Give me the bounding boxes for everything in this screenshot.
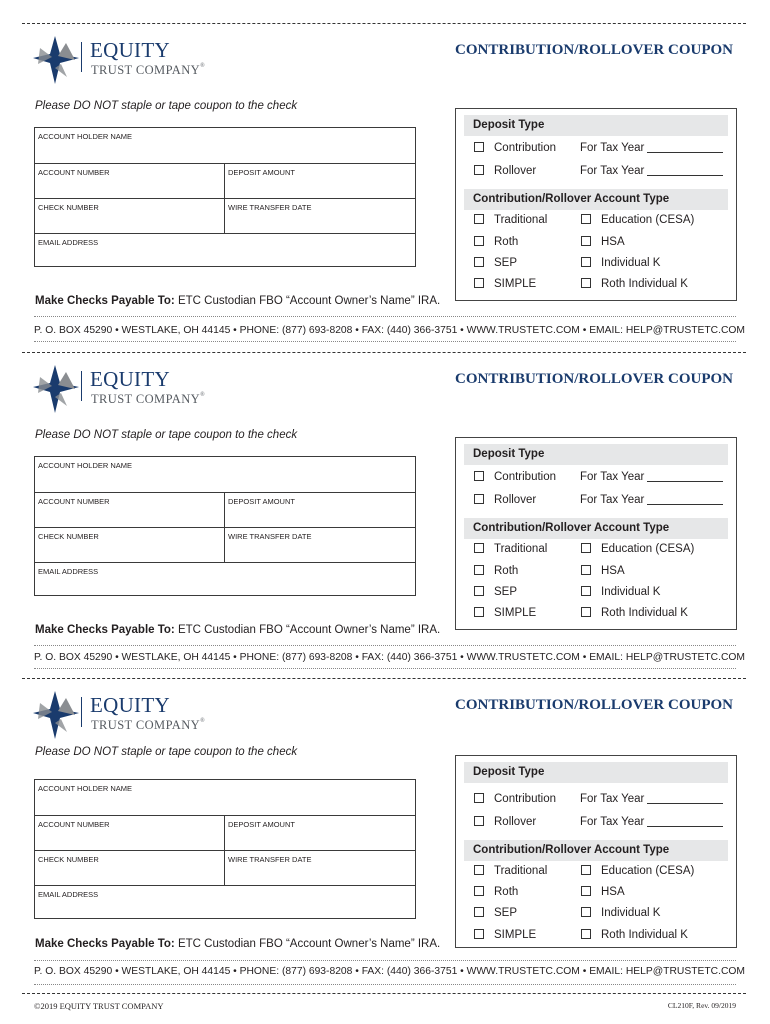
contact-address: P. O. BOX 45290 • WESTLAKE, OH 44145 • PHONE: (877) 693-8208 • FAX: (440) 366-3751 • WWW.TRUSTETC.COM • EMAIL: HELP@TRUSTETC.COM — [34, 325, 745, 336]
company-logo — [31, 34, 211, 86]
staple-warning: Please DO NOT staple or tape coupon to the check — [35, 746, 298, 758]
divider — [34, 960, 736, 961]
field-label: EMAIL ADDRESS — [38, 238, 99, 247]
account-form — [34, 456, 416, 596]
coupon-1 — [0, 0, 770, 320]
email-address-field[interactable] — [35, 233, 415, 268]
contribution-tax-year-field[interactable]: For Tax Year — [580, 793, 723, 805]
logo-wordmark: EQUITY — [90, 367, 170, 391]
divider — [34, 645, 736, 646]
checkbox-icon — [474, 257, 484, 267]
rollover-checkbox[interactable]: Rollover — [474, 165, 536, 177]
star-logo-icon — [31, 34, 81, 86]
logo-divider — [81, 42, 82, 72]
individual-k-checkbox[interactable]: Individual K — [581, 586, 660, 598]
checkbox-icon — [581, 278, 591, 288]
checkbox-icon — [581, 586, 591, 596]
coupon-title: CONTRIBUTION/ROLLOVER COUPON — [455, 697, 733, 713]
account-type-header: Contribution/Rollover Account Type — [464, 840, 728, 861]
checkbox-icon — [474, 907, 484, 917]
traditional-checkbox[interactable]: Traditional — [474, 214, 547, 226]
star-logo-icon — [31, 363, 81, 415]
hsa-checkbox[interactable]: HSA — [581, 886, 625, 898]
cut-line-bottom — [22, 993, 746, 994]
logo-subtitle: TRUST COMPANY® — [91, 392, 206, 406]
form-row — [35, 492, 415, 527]
field-label: DEPOSIT AMOUNT — [228, 497, 295, 506]
deposit-panel — [455, 755, 737, 948]
contribution-checkbox[interactable]: Contribution — [474, 471, 556, 483]
field-label: ACCOUNT HOLDER NAME — [38, 784, 133, 793]
hsa-checkbox[interactable]: HSA — [581, 236, 625, 248]
roth-individual-k-checkbox[interactable]: Roth Individual K — [581, 278, 688, 290]
field-label: CHECK NUMBER — [38, 855, 99, 864]
divider — [34, 316, 736, 317]
deposit-type-header: Deposit Type — [464, 762, 728, 783]
account-number-field[interactable] — [35, 164, 225, 198]
deposit-amount-field[interactable] — [225, 816, 415, 850]
rollover-tax-year-field[interactable]: For Tax Year — [580, 816, 723, 828]
field-label: ACCOUNT HOLDER NAME — [38, 461, 133, 470]
field-label: CHECK NUMBER — [38, 203, 99, 212]
roth-checkbox[interactable]: Roth — [474, 565, 518, 577]
hsa-checkbox[interactable]: HSA — [581, 565, 625, 577]
checkbox-icon — [581, 543, 591, 553]
payable-instruction: Make Checks Payable To: ETC Custodian FBO “Account Owner’s Name” IRA. — [35, 295, 441, 307]
payable-instruction: Make Checks Payable To: ETC Custodian FBO “Account Owner’s Name” IRA. — [35, 624, 441, 636]
form-code: CL210F, Rev. 09/2019 — [667, 1001, 736, 1010]
contact-address: P. O. BOX 45290 • WESTLAKE, OH 44145 • PHONE: (877) 693-8208 • FAX: (440) 366-3751 • WWW.TRUSTETC.COM • EMAIL: HELP@TRUSTETC.COM — [34, 966, 745, 977]
account-holder-name-field[interactable] — [35, 128, 415, 163]
checkbox-icon — [581, 236, 591, 246]
checkbox-icon — [581, 257, 591, 267]
field-label: WIRE TRANSFER DATE — [228, 855, 312, 864]
checkbox-icon — [474, 816, 484, 826]
rollover-tax-year-field[interactable]: For Tax Year — [580, 494, 723, 506]
deposit-amount-field[interactable] — [225, 164, 415, 198]
field-label: ACCOUNT NUMBER — [38, 497, 110, 506]
payable-instruction: Make Checks Payable To: ETC Custodian FBO “Account Owner’s Name” IRA. — [35, 938, 441, 950]
form-row — [35, 163, 415, 198]
checkbox-icon — [474, 236, 484, 246]
checkbox-icon — [474, 165, 484, 175]
form-row — [35, 850, 415, 885]
field-label: ACCOUNT HOLDER NAME — [38, 132, 133, 141]
form-row — [35, 198, 415, 233]
wire-transfer-date-field[interactable] — [225, 528, 415, 562]
checkbox-icon — [474, 543, 484, 553]
email-address-field[interactable] — [35, 562, 415, 597]
checkbox-icon — [474, 865, 484, 875]
sep-checkbox[interactable]: SEP — [474, 907, 517, 919]
education-cesa-checkbox[interactable]: Education (CESA) — [581, 865, 694, 877]
contribution-tax-year-field[interactable]: For Tax Year — [580, 142, 723, 154]
check-number-field[interactable] — [35, 199, 225, 233]
education-cesa-checkbox[interactable]: Education (CESA) — [581, 214, 694, 226]
account-number-field[interactable] — [35, 816, 225, 850]
checkbox-icon — [581, 565, 591, 575]
field-label: ACCOUNT NUMBER — [38, 820, 110, 829]
checkbox-icon — [474, 586, 484, 596]
field-label: CHECK NUMBER — [38, 532, 99, 541]
deposit-panel — [455, 437, 737, 630]
coupon-title: CONTRIBUTION/ROLLOVER COUPON — [455, 42, 733, 58]
form-row — [35, 527, 415, 562]
field-label: DEPOSIT AMOUNT — [228, 168, 295, 177]
checkbox-icon — [581, 907, 591, 917]
account-type-header: Contribution/Rollover Account Type — [464, 189, 728, 210]
form-row — [35, 815, 415, 850]
deposit-amount-field[interactable] — [225, 493, 415, 527]
logo-divider — [81, 371, 82, 401]
rollover-checkbox[interactable]: Rollover — [474, 494, 536, 506]
checkbox-icon — [474, 142, 484, 152]
field-label: WIRE TRANSFER DATE — [228, 532, 312, 541]
field-label: WIRE TRANSFER DATE — [228, 203, 312, 212]
check-number-field[interactable] — [35, 851, 225, 885]
wire-transfer-date-field[interactable] — [225, 199, 415, 233]
roth-individual-k-checkbox[interactable]: Roth Individual K — [581, 607, 688, 619]
checkbox-icon — [474, 494, 484, 504]
wire-transfer-date-field[interactable] — [225, 851, 415, 885]
traditional-checkbox[interactable]: Traditional — [474, 543, 547, 555]
contribution-tax-year-field[interactable]: For Tax Year — [580, 471, 723, 483]
checkbox-icon — [474, 607, 484, 617]
account-number-field[interactable] — [35, 493, 225, 527]
logo-subtitle: TRUST COMPANY® — [91, 63, 206, 77]
deposit-panel — [455, 108, 737, 301]
individual-k-checkbox[interactable]: Individual K — [581, 257, 660, 269]
company-logo — [31, 689, 211, 741]
email-address-field[interactable] — [35, 885, 415, 920]
copyright: ©2019 EQUITY TRUST COMPANY — [34, 1001, 164, 1011]
checkbox-icon — [474, 278, 484, 288]
checkbox-icon — [474, 793, 484, 803]
checkbox-icon — [474, 929, 484, 939]
checkbox-icon — [581, 607, 591, 617]
staple-warning: Please DO NOT staple or tape coupon to the check — [35, 429, 298, 441]
checkbox-icon — [581, 865, 591, 875]
rollover-tax-year-field[interactable]: For Tax Year — [580, 165, 723, 177]
account-holder-name-field[interactable] — [35, 457, 415, 492]
contribution-checkbox[interactable]: Contribution — [474, 142, 556, 154]
field-label: ACCOUNT NUMBER — [38, 168, 110, 177]
traditional-checkbox[interactable]: Traditional — [474, 865, 547, 877]
education-cesa-checkbox[interactable]: Education (CESA) — [581, 543, 694, 555]
roth-checkbox[interactable]: Roth — [474, 236, 518, 248]
check-number-field[interactable] — [35, 528, 225, 562]
simple-checkbox[interactable]: SIMPLE — [474, 278, 536, 290]
contact-address: P. O. BOX 45290 • WESTLAKE, OH 44145 • PHONE: (877) 693-8208 • FAX: (440) 366-3751 • WWW.TRUSTETC.COM • EMAIL: HELP@TRUSTETC.COM — [34, 652, 745, 663]
divider — [34, 984, 736, 985]
coupon-2 — [0, 329, 770, 649]
account-form — [34, 127, 416, 267]
simple-checkbox[interactable]: SIMPLE — [474, 929, 536, 941]
checkbox-icon — [581, 886, 591, 896]
logo-wordmark: EQUITY — [90, 693, 170, 717]
field-label: EMAIL ADDRESS — [38, 567, 99, 576]
field-label: EMAIL ADDRESS — [38, 890, 99, 899]
coupon-3 — [0, 655, 770, 975]
roth-checkbox[interactable]: Roth — [474, 886, 518, 898]
rollover-checkbox[interactable]: Rollover — [474, 816, 536, 828]
account-type-header: Contribution/Rollover Account Type — [464, 518, 728, 539]
deposit-type-header: Deposit Type — [464, 444, 728, 465]
checkbox-icon — [474, 565, 484, 575]
checkbox-icon — [474, 471, 484, 481]
account-form — [34, 779, 416, 919]
sep-checkbox[interactable]: SEP — [474, 257, 517, 269]
checkbox-icon — [474, 214, 484, 224]
staple-warning: Please DO NOT staple or tape coupon to the check — [35, 100, 298, 112]
deposit-type-header: Deposit Type — [464, 115, 728, 136]
checkbox-icon — [474, 886, 484, 896]
checkbox-icon — [581, 214, 591, 224]
individual-k-checkbox[interactable]: Individual K — [581, 907, 660, 919]
logo-subtitle: TRUST COMPANY® — [91, 718, 206, 732]
roth-individual-k-checkbox[interactable]: Roth Individual K — [581, 929, 688, 941]
coupon-title: CONTRIBUTION/ROLLOVER COUPON — [455, 371, 733, 387]
logo-divider — [81, 697, 82, 727]
logo-wordmark: EQUITY — [90, 38, 170, 62]
company-logo — [31, 363, 211, 415]
contribution-checkbox[interactable]: Contribution — [474, 793, 556, 805]
field-label: DEPOSIT AMOUNT — [228, 820, 295, 829]
checkbox-icon — [581, 929, 591, 939]
simple-checkbox[interactable]: SIMPLE — [474, 607, 536, 619]
star-logo-icon — [31, 689, 81, 741]
sep-checkbox[interactable]: SEP — [474, 586, 517, 598]
account-holder-name-field[interactable] — [35, 780, 415, 815]
